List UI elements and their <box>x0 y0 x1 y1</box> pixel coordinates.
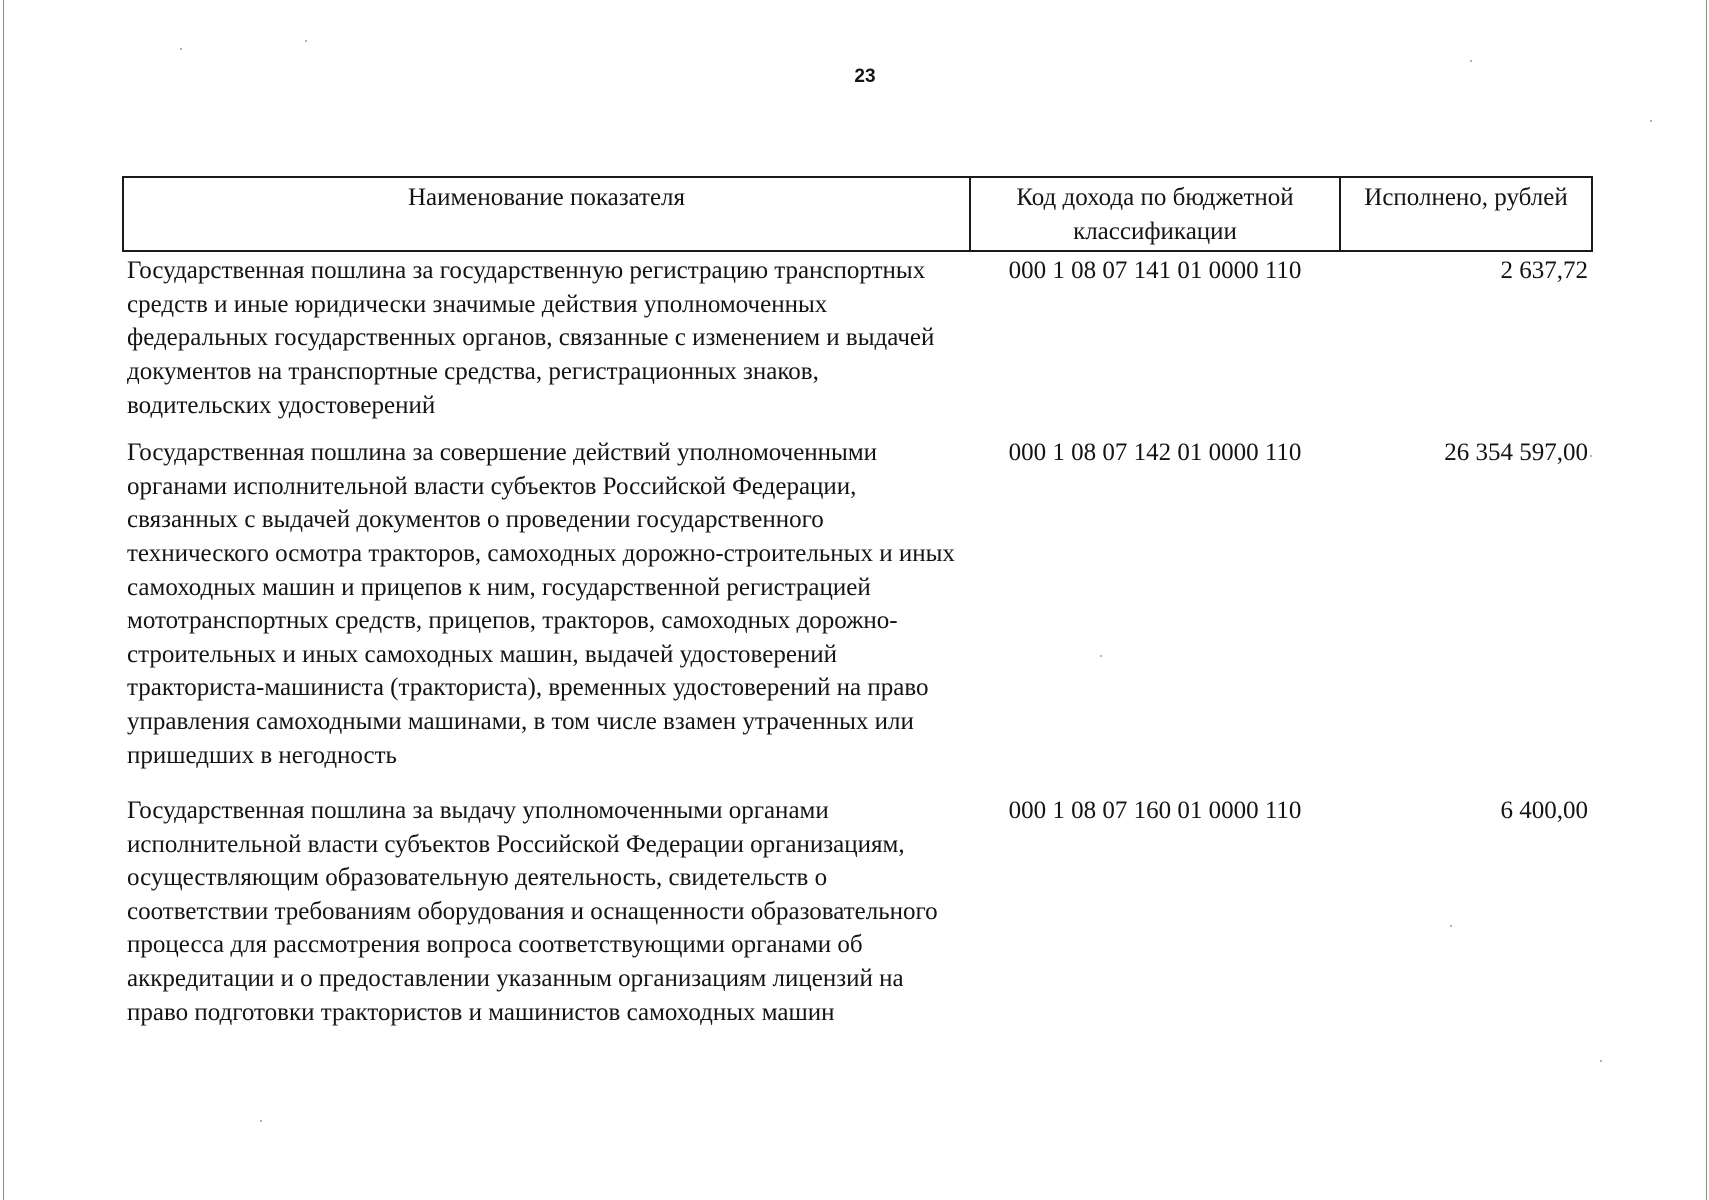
table-header-row <box>123 177 1592 251</box>
indicator-name: Государственная пошлина за государственную регистрацию транспортных средств и иные юридически значимые действия уполномоченных федеральных государственных органов, связанные с изменением и выдачей документов на транспортные средства, регистрационных знаков, водительских удостоверений <box>127 257 935 419</box>
scan-speck <box>1470 60 1472 62</box>
page-number: 23 <box>854 66 876 87</box>
table-row <box>123 251 1592 422</box>
table-row <box>123 422 1592 772</box>
scan-speck <box>180 48 182 50</box>
scan-speck <box>305 40 307 42</box>
revenue-code: 000 1 08 07 141 01 0000 110 <box>1008 257 1302 285</box>
scan-speck <box>260 1120 262 1122</box>
header-name: Наименование показателя <box>123 177 970 251</box>
indicator-name: Государственная пошлина за совершение действий уполномоченными органами исполнительной власти субъектов Российской Федерации, связанных с выдачей документов о проведении государственного технического осмотра тракторов, самоходных дорожно-строительных и иных самоходных машин и прицепов к ним, государственной регистрацией мототранспортных средств, прицепов, тракторов, самоходных дорожно-строительных и иных самоходных машин, выдачей удостоверений тракториста-машиниста (тракториста), временных удостоверений на право управления самоходными машинами, в том числе взамен утраченных или пришедших в негодность <box>127 439 955 769</box>
scan-edge-left <box>3 0 4 1200</box>
revenue-code: 000 1 08 07 160 01 0000 110 <box>1008 797 1302 825</box>
executed-amount: 2 637,72 <box>1500 257 1588 285</box>
revenue-code: 000 1 08 07 142 01 0000 110 <box>1008 439 1302 467</box>
budget-revenue-table <box>122 176 1593 1029</box>
indicator-name: Государственная пошлина за выдачу уполномоченными органами исполнительной власти субъектов Российской Федерации организациям, осуществляющим образовательную деятельность, свидетельств о соответствии требованиям оборудования и оснащенности образовательного процесса для рассмотрения вопроса соответствующими органами об аккредитации и о предоставлении указанным организациям лицензий на право подготовки трактористов и машинистов самоходных машин <box>127 797 938 1026</box>
scan-speck <box>1600 1060 1602 1062</box>
executed-amount: 26 354 597,00 <box>1444 439 1588 467</box>
table-row <box>123 772 1592 1029</box>
header-amount: Исполнено, рублей <box>1340 177 1592 251</box>
scan-edge-right <box>1706 0 1707 1200</box>
header-code: Код дохода по бюджетной классификации <box>970 177 1340 251</box>
scan-speck <box>1650 120 1652 122</box>
executed-amount: 6 400,00 <box>1500 797 1588 825</box>
